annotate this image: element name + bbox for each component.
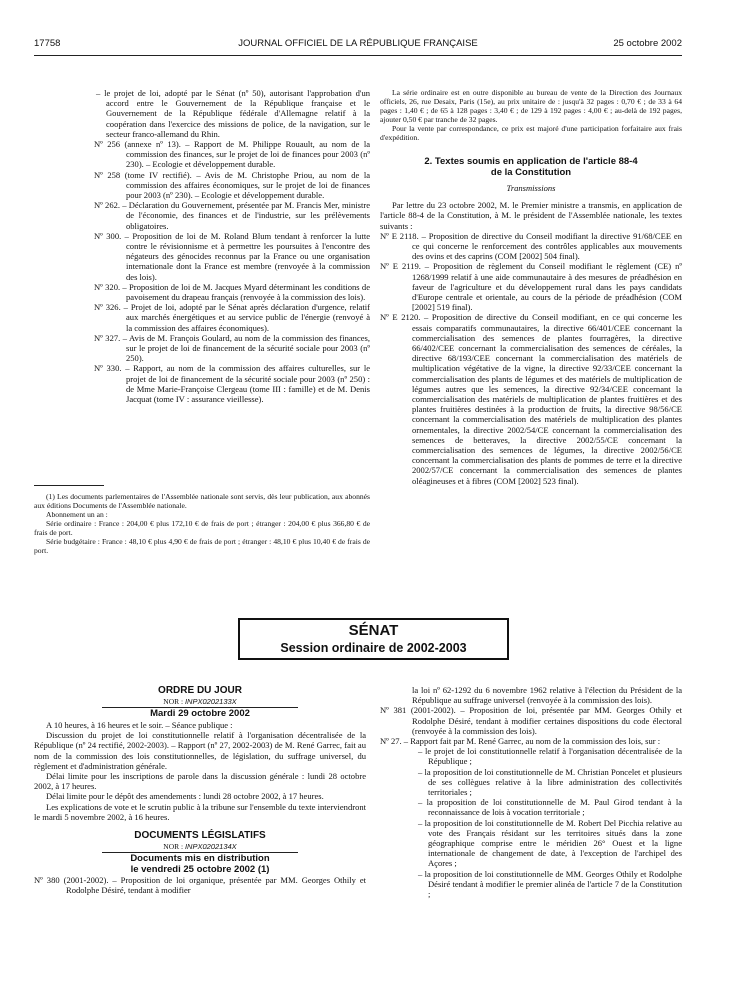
ordre-du-jour-title: ORDRE DU JOUR (158, 685, 242, 696)
list-item: Nº E 2118. – Proposition de directive du Conseil modifiant la directive 91/68/CEE en ce qui concerne le renforcement des contrôles applicables aux mouvements des ovins et des caprins (COM [2002] 504 final). (380, 230, 682, 262)
list-item: Nº 380 (2001-2002). – Proposition de loi organique, présentée par MM. Georges Othily et Rodolphe Désiré, tendant à modifier (34, 875, 366, 896)
footnote-line: Série budgétaire : France : 48,10 € plus 4,90 € de frais de port ; étranger : 48,10 € plus 10,40 € de frais de port. (34, 537, 370, 555)
list-item: Nº 327. – Avis de M. François Goulard, au nom de la commission des finances, sur le projet de loi de financement de la sécurité sociale pour 2003 (nº 250). (94, 332, 370, 364)
right-column (380, 88, 682, 486)
page-number: 17758 (34, 38, 61, 49)
list-item: Nº 300. – Proposition de loi de M. Roland Blum tendant à renforcer la lutte contre le révisionnisme et à permettre les poursuites à l'encontre des négateurs des génocides reconnus par la France ou une organisation internationale dont la France est membre (renvoyée à la commission des lois). (94, 230, 370, 282)
docs-subtitle-date: le vendredi 25 octobre 2002 (1) (130, 864, 270, 876)
nor-code: INPX0202134X (184, 842, 237, 852)
list-item: Nº E 2119. – Proposition de règlement du Conseil modifiant le règlement (CE) nº 1268/1999 relatif à une aide communautaire à des mesures de préadhésion en faveur de l'agriculture et du développement rural dans les pays candidats d'Europe centrale et orientale, au cours de la période de préadhésion (COM [2002] 519 final). (380, 261, 682, 313)
sale-info-2: Pour la vente par correspondance, ce prix est majoré d'une participation forfaitaire aux frais d'expédition. (380, 124, 682, 142)
delai-parole: Délai limite pour les inscriptions de parole dans la discussion générale : lundi 28 octobre 2002, à 17 heures. (34, 771, 366, 792)
session-subtitle: Session ordinaire de 2002-2003 (280, 641, 467, 655)
transmissions-heading: Transmissions (506, 183, 556, 193)
footnote-line: Abonnement un an : (46, 510, 108, 519)
page-header (34, 38, 682, 52)
nor-code: INPX0202133X (184, 697, 237, 706)
discussion-paragraph: Discussion du projet de loi constitutionnelle relatif à l'organisation décentralisée de la République (nº 24 rectifié, 2002-2003). – Rapport (nº 27, 2002-2003) de M. René Garrec, fait au nom de la commission des lois constitutionnelles, de législation, du suffrage universel, du règlement et d'administration générale. (34, 730, 366, 771)
dash-item: – la proposition de loi constitutionnelle de M. Robert Del Picchia relative au vote des Français résidant sur les territoires situés dans la zone géographique comprise entre le méridien 26° Ouest et la ligne internationale de changement de date, à l'exception de l'archipel des Açores ; (418, 817, 682, 869)
dash-item: – la proposition de loi constitutionnelle de M. Paul Girod tendant à la reconnaissance de lois à vocation territoriale ; (418, 797, 682, 818)
list-item: Nº 320. – Proposition de loi de M. Jacques Myard déterminant les conditions de pavoisement du drapeau français (renvoyée à la commission des lois). (94, 281, 370, 303)
intro-paragraph: Par lettre du 23 octobre 2002, M. le Premier ministre a transmis, en application de l'article 88-4 de la Constitution, à M. le président de l'Assemblée nationale, les textes suivants : (380, 200, 682, 231)
issue-date: 25 octobre 2002 (613, 38, 682, 49)
list-item: Nº E 2120. – Proposition de directive du Conseil modifiant, en ce qui concerne les essais comparatifs communautaires, la directive 66/401/CEE concernant la commercialisation des semences de plantes fourragères, la directive 66/402/CEE concernant la commercialisation des semences de céréales, la directive 68/193/CEE concernant la commercialisation des matériels de multiplication végétative de la vigne, la directive 92/33/CEE concernant la commercialisation des plants de légumes et des matériels de multiplication de légumes autres que les semences, la directive 92/34/CEE concernant la commercialisation des matériels de multiplication de plantes fruitières et des plantes fruitières destinées à la production de fruits, la directive 98/56/CE concernant la commercialisation des matériels de multiplication des plantes ornementales, la directive 2002/54/CE concernant la commercialisation des semences de betteraves, la directive 2002/55/CE concernant la commercialisation des semences de légumes, la directive 2002/56/CE concernant la commercialisation des plants de pommes de terre et la directive 2002/57/CE concernant la commercialisation des semences de plantes oléagineuses et à fibres (COM [2002] 523 final). (380, 312, 682, 486)
nor-reference (34, 697, 366, 707)
senat-banner (238, 618, 509, 660)
list-item: Nº 258 (tome IV rectifié). – Avis de M. Christophe Priou, au nom de la commission des affaires économiques, sur le projet de loi de finances pour 2003 (nº 230). – Ecologie et développement durable. (94, 169, 370, 201)
section-title-cont: de la Constitution (490, 167, 572, 178)
seance-paragraph: A 10 heures, à 16 heures et le soir. – Séance publique : (46, 720, 233, 730)
docs-subtitle: Documents mis en distribution (130, 853, 270, 865)
date-line: Mardi 29 octobre 2002 (150, 708, 250, 719)
dash-item: – le projet de loi constitutionnelle relatif à l'organisation décentralisée de la République ; (418, 746, 682, 767)
list-item: Nº 381 (2001-2002). – Proposition de loi, présentée par MM. Georges Othily et Rodolphe Désiré, tendant à modifier certaines dispositions du code électoral (renvoyée à la commission des lois). (380, 705, 682, 736)
footnote-line: (1) Les documents parlementaires de l'Assemblée nationale sont servis, dès leur publication, aux abonnés aux éditions Documents de l'Assemblée nationale. (34, 492, 370, 510)
nor-label: NOR : (163, 697, 184, 706)
list-item: Nº 27. – Rapport fait par M. René Garrec, au nom de la commission des lois, sur : (380, 736, 661, 747)
nor-reference-2 (34, 842, 366, 852)
footnote (34, 492, 370, 555)
explications-vote: Les explications de vote et le scrutin public à la tribune sur l'ensemble du texte interviendront le mardi 5 novembre 2002, à 16 heures. (34, 801, 366, 822)
list-item: Nº 256 (annexe nº 13). – Rapport de M. Philippe Rouault, au nom de la commission des finances, sur le projet de loi de finances pour 2003 (nº 230). – Ecologie et développement durable. (94, 139, 370, 170)
header-rule (34, 55, 682, 56)
list-item: Nº 330. – Rapport, au nom de la commission des affaires culturelles, sur le projet de loi de financement de la sécurité sociale pour 2003 (nº 250) : de Mme Marie-Françoise Clergeau (tome III : famille) et de M. Denis Jacquat (tome IV : assurance vieillesse). (94, 363, 370, 405)
section-title: 2. Textes soumis en application de l'article 88-4 (424, 156, 638, 167)
delai-amendements: Délai limite pour le dépôt des amendements : lundi 28 octobre 2002, à 17 heures. (46, 791, 324, 802)
list-item: – le projet de loi, adopté par le Sénat (nº 50), autorisant l'approbation d'un accord entre le Gouvernement de la République française et le Gouvernement de la République fédérale d'Allemagne relatif à la coopération dans l'exercice des missions de police, de la navigation, sur le secteur franco-allemand du Rhin. (96, 88, 370, 139)
list-item: Nº 326. – Projet de loi, adopté par le Sénat après déclaration d'urgence, relatif aux marchés énergétiques et au service public de l'énergie (renvoyé à la commission des affaires économiques). (94, 302, 370, 333)
list-item: Nº 262. – Déclaration du Gouvernement, présentée par M. Francis Mer, ministre de l'économie, des finances et de l'industrie, sur les prélèvements obligatoires. (94, 200, 370, 231)
sale-info: La série ordinaire est en outre disponible au bureau de vente de la Direction des Journaux officiels, 26, rue Desaix, Paris (15e), au prix unitaire de : jusqu'à 32 pages : 0,70 € ; de 33 à 64 pages : 1,40 € ; de 65 à 128 pages : 3,40 € ; de 129 à 192 pages : 4,00 € ; au-delà de 192 pages, ajouter 0,50 € par tranche de 32 pages. (380, 88, 682, 124)
lower-right-column (380, 685, 682, 899)
senat-title: SÉNAT (348, 622, 399, 639)
dash-item: – la proposition de loi constitutionnelle de M. Christian Poncelet et plusieurs de ses collègues relative à la libre administration des collectivités territoriales ; (418, 766, 682, 798)
footnote-rule (34, 485, 104, 486)
lower-left-column (34, 685, 366, 895)
journal-title: JOURNAL OFFICIEL DE LA RÉPUBLIQUE FRANÇAISE (238, 38, 478, 49)
dash-item: – la proposition de loi constitutionnelle de MM. Georges Othily et Rodolphe Désiré tendant à modifier le premier alinéa de l'article 7 de la Constitution ; (418, 868, 682, 900)
nor-label: NOR : (163, 842, 184, 852)
continuation-text: la loi nº 62-1292 du 6 novembre 1962 relative à l'élection du Président de la République au suffrage universel (renvoyée à la commission des lois). (412, 685, 682, 706)
footnote-line: Série ordinaire : France : 204,00 € plus 172,10 € de frais de port ; étranger : 204,00 € plus 366,80 € de frais de port. (34, 519, 370, 537)
left-column (94, 88, 370, 404)
documents-title: DOCUMENTS LÉGISLATIFS (134, 830, 266, 842)
